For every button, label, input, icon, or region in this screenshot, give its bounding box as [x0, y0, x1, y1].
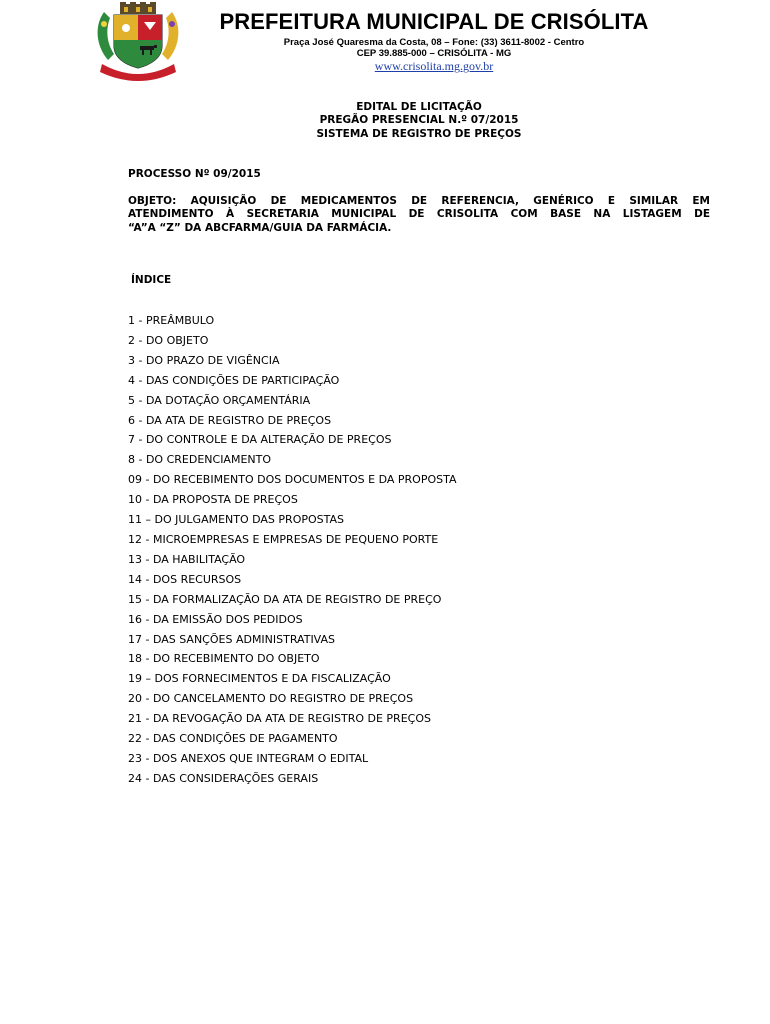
- processo-number: PROCESSO Nº 09/2015: [128, 168, 261, 180]
- toc-item: 7 - DO CONTROLE E DA ALTERAÇÃO DE PREÇOS: [128, 433, 392, 447]
- toc-item: 23 - DOS ANEXOS QUE INTEGRAM O EDITAL: [128, 751, 369, 765]
- toc-item: 13 - DA HABILITAÇÃO: [128, 552, 246, 566]
- toc-item: 21 - DA REVOGAÇÃO DA ATA DE REGISTRO DE PREÇOS: [128, 712, 431, 726]
- pregao-number: PREGÃO PRESENCIAL N.º 07/2015: [319, 114, 519, 127]
- objeto-line: “A”A “Z” DA ABCFARMA/GUIA DA FARMÁCIA.: [128, 221, 392, 234]
- website-link[interactable]: www.crisolita.mg.gov.br: [374, 59, 494, 73]
- header-address: Praça José Quaresma da Costa, 08 – Fone: (33) 3611-8002 - Centro: [283, 37, 585, 48]
- objeto-paragraph: [128, 195, 710, 235]
- objeto-line: OBJETO: AQUISIÇÃO DE MEDICAMENTOS DE REFERENCIA, GENÉRICO E SIMILAR EM: [128, 195, 710, 207]
- toc-item: 20 - DO CANCELAMENTO DO REGISTRO DE PREÇOS: [128, 692, 414, 706]
- toc-item: 3 - DO PRAZO DE VIGÊNCIA: [128, 353, 280, 367]
- toc-item: 14 - DOS RECURSOS: [128, 572, 242, 586]
- index-heading: ÍNDICE: [131, 274, 172, 286]
- toc-item: 09 - DO RECEBIMENTO DOS DOCUMENTOS E DA PROPOSTA: [128, 473, 457, 487]
- toc-item: 24 - DAS CONSIDERAÇÕES GERAIS: [128, 771, 319, 785]
- toc-item: 5 - DA DOTAÇÃO ORÇAMENTÁRIA: [128, 393, 311, 407]
- toc-item: 6 - DA ATA DE REGISTRO DE PREÇOS: [128, 413, 332, 427]
- toc-item: 2 - DO OBJETO: [128, 333, 209, 347]
- toc-item: 12 - MICROEMPRESAS E EMPRESAS DE PEQUENO PORTE: [128, 532, 439, 546]
- toc-item: 10 - DA PROPOSTA DE PREÇOS: [128, 493, 298, 507]
- toc-item: 16 - DA EMISSÃO DOS PEDIDOS: [128, 612, 303, 626]
- municipality-title: PREFEITURA MUNICIPAL DE CRISÓLITA: [219, 9, 649, 34]
- municipal-crest-logo: [92, 2, 184, 82]
- toc-item: 19 – DOS FORNECIMENTOS E DA FISCALIZAÇÃO: [128, 672, 391, 686]
- table-of-contents: [128, 312, 456, 790]
- toc-item: 1 - PREÂMBULO: [128, 314, 215, 327]
- toc-item: 18 - DO RECEBIMENTO DO OBJETO: [128, 652, 320, 666]
- toc-item: 22 - DAS CONDIÇÕES DE PAGAMENTO: [128, 732, 338, 746]
- toc-item: 11 – DO JULGAMENTO DAS PROPOSTAS: [128, 513, 344, 527]
- registro-precos-subtitle: SISTEMA DE REGISTRO DE PREÇOS: [316, 127, 522, 140]
- toc-item: 15 - DA FORMALIZAÇÃO DA ATA DE REGISTRO DE PREÇO: [128, 592, 442, 606]
- toc-item: 4 - DAS CONDIÇÕES DE PARTICIPAÇÃO: [128, 373, 340, 387]
- objeto-line: ATENDIMENTO À SECRETARIA MUNICIPAL DE CRISOLITA COM BASE NA LISTAGEM DE: [128, 208, 710, 221]
- toc-item: 8 - DO CREDENCIAMENTO: [128, 453, 272, 467]
- edital-title: EDITAL DE LICITAÇÃO: [356, 101, 482, 113]
- header-cep: CEP 39.885-000 – CRISÓLITA - MG: [356, 48, 512, 59]
- toc-item: 17 - DAS SANÇÕES ADMINISTRATIVAS: [128, 632, 336, 646]
- edital-heading: [128, 101, 710, 141]
